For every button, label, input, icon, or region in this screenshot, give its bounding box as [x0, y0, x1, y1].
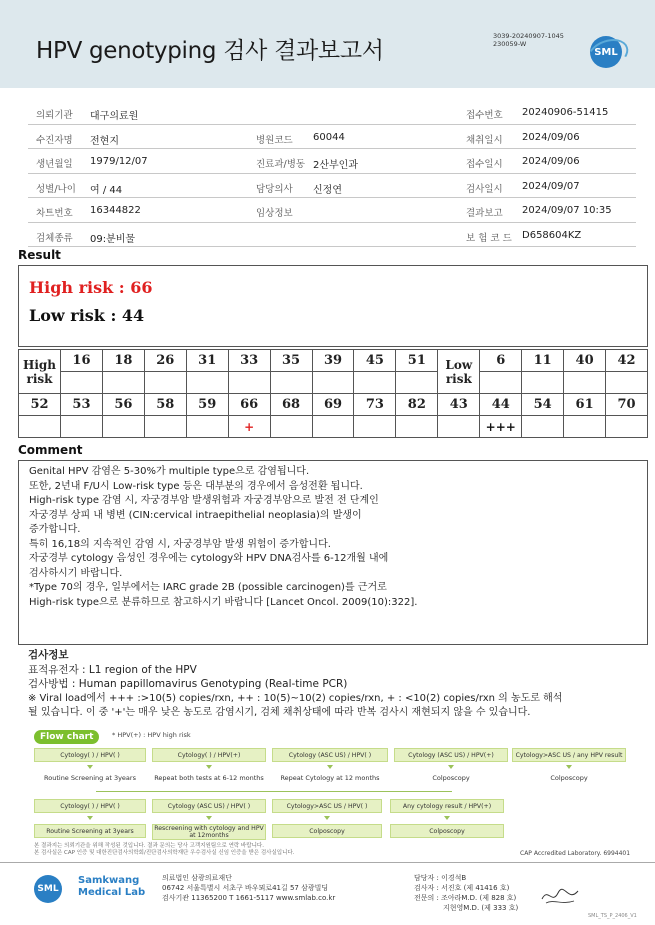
genotype-cell: 52 — [19, 394, 61, 416]
genotype-cell: 39 — [312, 350, 354, 372]
info-label: 성별/나이 — [36, 183, 76, 195]
info-value: 2024/09/07 10:35 — [522, 205, 612, 216]
info-value: 여 / 44 — [90, 184, 123, 196]
genotype-result-cell — [312, 372, 354, 394]
test-info-line: 검사방법 : Human papillomavirus Genotyping (Real-time PCR) — [28, 678, 348, 690]
flow-box: Cytology( ) / HPV(+) — [152, 748, 266, 762]
genotype-result-cell — [396, 372, 438, 394]
info-row — [28, 149, 636, 174]
flow-box: Any cytology result / HPV(+) — [390, 799, 504, 813]
test-info — [28, 648, 562, 721]
footer-staff-line: 지현영M.D. (제 333 호) — [443, 904, 519, 912]
info-value: 2024/09/06 — [522, 156, 580, 167]
arrow-icon — [448, 765, 454, 769]
info-label: 진료과/병동 — [256, 159, 306, 170]
report-code — [493, 32, 564, 48]
genotype-result-cell — [228, 372, 270, 394]
genotype-result-cell — [144, 416, 186, 438]
info-row — [28, 174, 636, 199]
genotype-result-cell — [354, 416, 396, 438]
genotype-cell: 61 — [564, 394, 606, 416]
footer-address-line: 의료법인 삼광의료재단 — [162, 874, 232, 882]
genotype-cell: 31 — [186, 350, 228, 372]
genotype-cell: 6 — [480, 350, 522, 372]
disclaimer-notes — [34, 843, 294, 857]
comment-line: 증가합니다. — [29, 524, 81, 535]
test-info-title: 검사정보 — [28, 649, 69, 661]
info-label: 보 험 코 드 — [466, 232, 512, 244]
disclaimer-line: 본 검사실은 CAP 인증 및 대한진단검사의학회/진단검사의학재단 우수검사실 신임 인증을 받은 검사실입니다. — [34, 850, 295, 856]
genotype-row-result-2 — [19, 416, 648, 438]
genotype-row-header-2 — [19, 394, 648, 416]
comment-line: High-risk type 감염 시, 자궁경부암 발생위험과 자궁경부암으로 발전 전 단계인 — [29, 495, 379, 506]
high-risk-header: High risk — [19, 350, 61, 394]
genotype-result-cell — [186, 416, 228, 438]
genotype-result-cell — [270, 372, 312, 394]
arrow-icon — [87, 765, 93, 769]
flow-result: Colposcopy — [550, 774, 588, 782]
arrow-icon — [324, 816, 330, 820]
genotype-cell: 51 — [396, 350, 438, 372]
genotype-cell: 68 — [270, 394, 312, 416]
genotype-result-cell — [144, 372, 186, 394]
flow-box: Cytology( ) / HPV( ) — [34, 799, 146, 813]
info-label: 차트번호 — [36, 208, 73, 219]
genotype-result-cell — [564, 416, 606, 438]
genotype-result-cell-positive: + — [228, 416, 270, 438]
genotype-cell: 26 — [144, 350, 186, 372]
flow-box: Cytology>ASC US / any HPV result — [512, 748, 626, 762]
genotype-cell: 43 — [438, 394, 480, 416]
genotype-cell: 66 — [228, 394, 270, 416]
genotype-result-cell — [522, 416, 564, 438]
low-risk-result: Low risk : 44 — [29, 306, 145, 325]
test-info-line: 표적유전자 : L1 region of the HPV — [28, 663, 197, 676]
flow-chart-note: * HPV(+) : HPV high risk — [112, 731, 191, 739]
arrow-icon — [444, 816, 450, 820]
genotype-row-header — [19, 350, 648, 372]
genotype-result-cell — [354, 372, 396, 394]
flow-result: Routine Screening at 3years — [44, 774, 136, 782]
report-code-line2: 230059-W — [493, 40, 527, 48]
info-label: 병원코드 — [256, 134, 293, 146]
footer-staff-line: 검사자 : 서진호 (제 41416 호) — [414, 884, 510, 892]
footer-staff — [414, 873, 518, 913]
flow-result: Repeat Cytology at 12 months — [280, 774, 380, 782]
document-code: SML_TS_P_2406_V1 — [588, 913, 637, 919]
info-value: 20240906-51415 — [522, 107, 609, 118]
comment-line: Genital HPV 감염은 5-30%가 multiple type으로 감염됩니다. — [29, 466, 310, 477]
genotype-table — [18, 349, 648, 438]
genotype-cell: 58 — [144, 394, 186, 416]
high-risk-result: High risk : 66 — [29, 278, 153, 297]
comment-line: 또한, 2년내 F/U시 Low-risk type 등은 대부분의 경우에서 음성전환 됩니다. — [29, 480, 363, 492]
cap-accreditation: CAP Accredited Laboratory. 6994401 — [520, 850, 631, 857]
disclaimer-line: 본 결과지는 의뢰기관을 위해 작성된 것입니다. 결과 문의는 당사 고객지원팀으로 연락 바랍니다. — [34, 843, 264, 849]
comment-line: 자궁경부 cytology 음성인 경우에는 cytology와 HPV DNA검사를 6-12개월 내에 — [29, 553, 389, 564]
genotype-result-cell — [102, 372, 144, 394]
genotype-cell: 18 — [102, 350, 144, 372]
comment-section-title: Comment — [18, 443, 83, 457]
footer-staff-line: 담당자 : 이경석B — [414, 874, 467, 882]
genotype-cell: 70 — [606, 394, 648, 416]
comment-line: *Type 70의 경우, 일부에서는 IARC grade 2B (possible carcinogen)를 근거로 — [29, 582, 387, 593]
result-section-title: Result — [18, 248, 61, 262]
info-label: 접수번호 — [466, 110, 503, 121]
info-value: 신정연 — [313, 184, 342, 196]
result-box — [18, 265, 648, 347]
report-footer — [0, 862, 655, 925]
genotype-cell: 40 — [564, 350, 606, 372]
comment-line: 검사하시기 바랍니다. — [29, 567, 123, 579]
genotype-cell: 69 — [312, 394, 354, 416]
flow-result-box: Colposcopy — [272, 824, 382, 838]
report-code-line1: 3039-20240907-1045 — [493, 32, 564, 40]
genotype-result-cell — [186, 372, 228, 394]
info-value: 전현지 — [90, 135, 119, 147]
info-value: 2024/09/06 — [522, 131, 580, 143]
arrow-icon — [87, 816, 93, 820]
info-label: 생년월일 — [36, 159, 73, 170]
arrow-icon — [566, 765, 572, 769]
genotype-cell: 33 — [228, 350, 270, 372]
info-label: 담당의사 — [256, 183, 293, 195]
genotype-row-result — [19, 372, 648, 394]
low-risk-header: Low risk — [438, 350, 480, 394]
comment-box — [18, 460, 648, 645]
footer-staff-line: 전문의 : 조아라M.D. (제 828 호) — [414, 894, 517, 902]
flow-chart — [34, 727, 646, 842]
flow-box: Cytology>ASC US / HPV( ) — [272, 799, 382, 813]
genotype-result-cell — [102, 416, 144, 438]
genotype-cell: 42 — [606, 350, 648, 372]
comment-line: 자궁경부 상피 내 병변 (CIN:cervical intraepithelial neoplasia)의 발생이 — [29, 509, 362, 521]
info-row — [28, 223, 636, 248]
flow-result-box: Colposcopy — [390, 824, 504, 838]
flow-chart-label: Flow chart — [34, 730, 99, 744]
info-label: 검사일시 — [466, 183, 503, 195]
info-label: 검체종류 — [36, 232, 73, 244]
info-label: 접수일시 — [466, 159, 503, 170]
test-info-line: ※ Viral load에서 +++ :>10(5) copies/rxn, ++ : 10(5)~10(2) copies/rxn, + : <10(2) copies/rxn 의 농도로 해석 — [28, 692, 563, 704]
flow-result-box: Rescreening with cytology and HPV at 12months — [152, 824, 266, 840]
info-value: 1979/12/07 — [90, 156, 148, 167]
flow-result-box: Routine Screening at 3years — [34, 824, 146, 838]
genotype-cell: 44 — [480, 394, 522, 416]
info-label: 채취일시 — [466, 134, 503, 146]
info-value: 16344822 — [90, 205, 141, 216]
footer-company-name: Samkwang Medical Lab — [78, 875, 146, 898]
patient-info-table — [28, 100, 636, 247]
footer-address — [162, 873, 335, 903]
arrow-icon — [206, 816, 212, 820]
comment-line: 특히 16,18의 지속적인 감염 시, 자궁경부암 발생 위험이 증가합니다. — [29, 538, 331, 550]
arrow-icon — [327, 765, 333, 769]
flow-result: Repeat both tests at 6-12 months — [154, 774, 264, 782]
info-row — [28, 100, 636, 125]
flow-box: Cytology (ASC US) / HPV( ) — [272, 748, 388, 762]
genotype-cell: 11 — [522, 350, 564, 372]
genotype-cell: 54 — [522, 394, 564, 416]
info-value: D658604KZ — [522, 229, 582, 241]
genotype-result-cell — [61, 372, 103, 394]
genotype-result-cell — [61, 416, 103, 438]
info-label: 결과보고 — [466, 208, 503, 219]
info-value: 2산부인과 — [313, 160, 359, 171]
arrow-icon — [206, 765, 212, 769]
signature — [540, 885, 580, 910]
info-value: 대구의료원 — [90, 111, 139, 122]
info-label: 임상정보 — [256, 208, 293, 219]
report-title: HPV genotyping 검사 결과보고서 — [36, 38, 384, 64]
test-info-line: 될 있습니다. 이 중 '+'는 매우 낮은 농도로 감염시기, 검체 채취상태에 따라 반복 검사시 재현되지 않을 수 있습니다. — [28, 707, 531, 718]
genotype-result-cell — [606, 372, 648, 394]
genotype-cell: 35 — [270, 350, 312, 372]
info-value: 09:분비물 — [90, 233, 136, 245]
info-row — [28, 198, 636, 223]
genotype-result-cell — [564, 372, 606, 394]
genotype-cell: 53 — [61, 394, 103, 416]
genotype-result-cell — [270, 416, 312, 438]
genotype-result-cell-positive: +++ — [480, 416, 522, 438]
flow-box: Cytology( ) / HPV( ) — [34, 748, 146, 762]
genotype-cell: 16 — [61, 350, 103, 372]
genotype-cell: 59 — [186, 394, 228, 416]
info-row — [28, 125, 636, 150]
comment-line: High-risk type으로 분류하므로 참고하시기 바랍니다 [Lancet Oncol. 2009(10):322]. — [29, 596, 418, 608]
info-value: 60044 — [313, 131, 345, 143]
genotype-result-cell — [396, 416, 438, 438]
genotype-cell: 82 — [396, 394, 438, 416]
report-header — [0, 0, 655, 88]
footer-address-line: 검사기관 11365200 T 1661-5117 www.smlab.co.kr — [162, 894, 336, 902]
genotype-result-cell — [606, 416, 648, 438]
flow-result: Colposcopy — [432, 774, 470, 782]
footer-address-line: 06742 서울특별시 서초구 바우뫼로41길 57 삼광빌딩 — [162, 884, 329, 892]
flow-connector — [96, 791, 452, 792]
flow-box: Cytology (ASC US) / HPV( ) — [152, 799, 266, 813]
genotype-result-cell — [480, 372, 522, 394]
genotype-cell: 73 — [354, 394, 396, 416]
genotype-result-cell — [438, 416, 480, 438]
genotype-cell: 56 — [102, 394, 144, 416]
footer-logo: SML — [34, 875, 62, 903]
flow-box: Cytology (ASC US) / HPV(+) — [394, 748, 508, 762]
genotype-result-cell — [522, 372, 564, 394]
info-label: 수진자명 — [36, 134, 73, 146]
info-label: 의뢰기관 — [36, 110, 73, 121]
info-value: 2024/09/07 — [522, 180, 580, 192]
genotype-result-cell — [19, 416, 61, 438]
genotype-cell: 45 — [354, 350, 396, 372]
sml-logo: SML — [590, 36, 622, 68]
genotype-result-cell — [312, 416, 354, 438]
